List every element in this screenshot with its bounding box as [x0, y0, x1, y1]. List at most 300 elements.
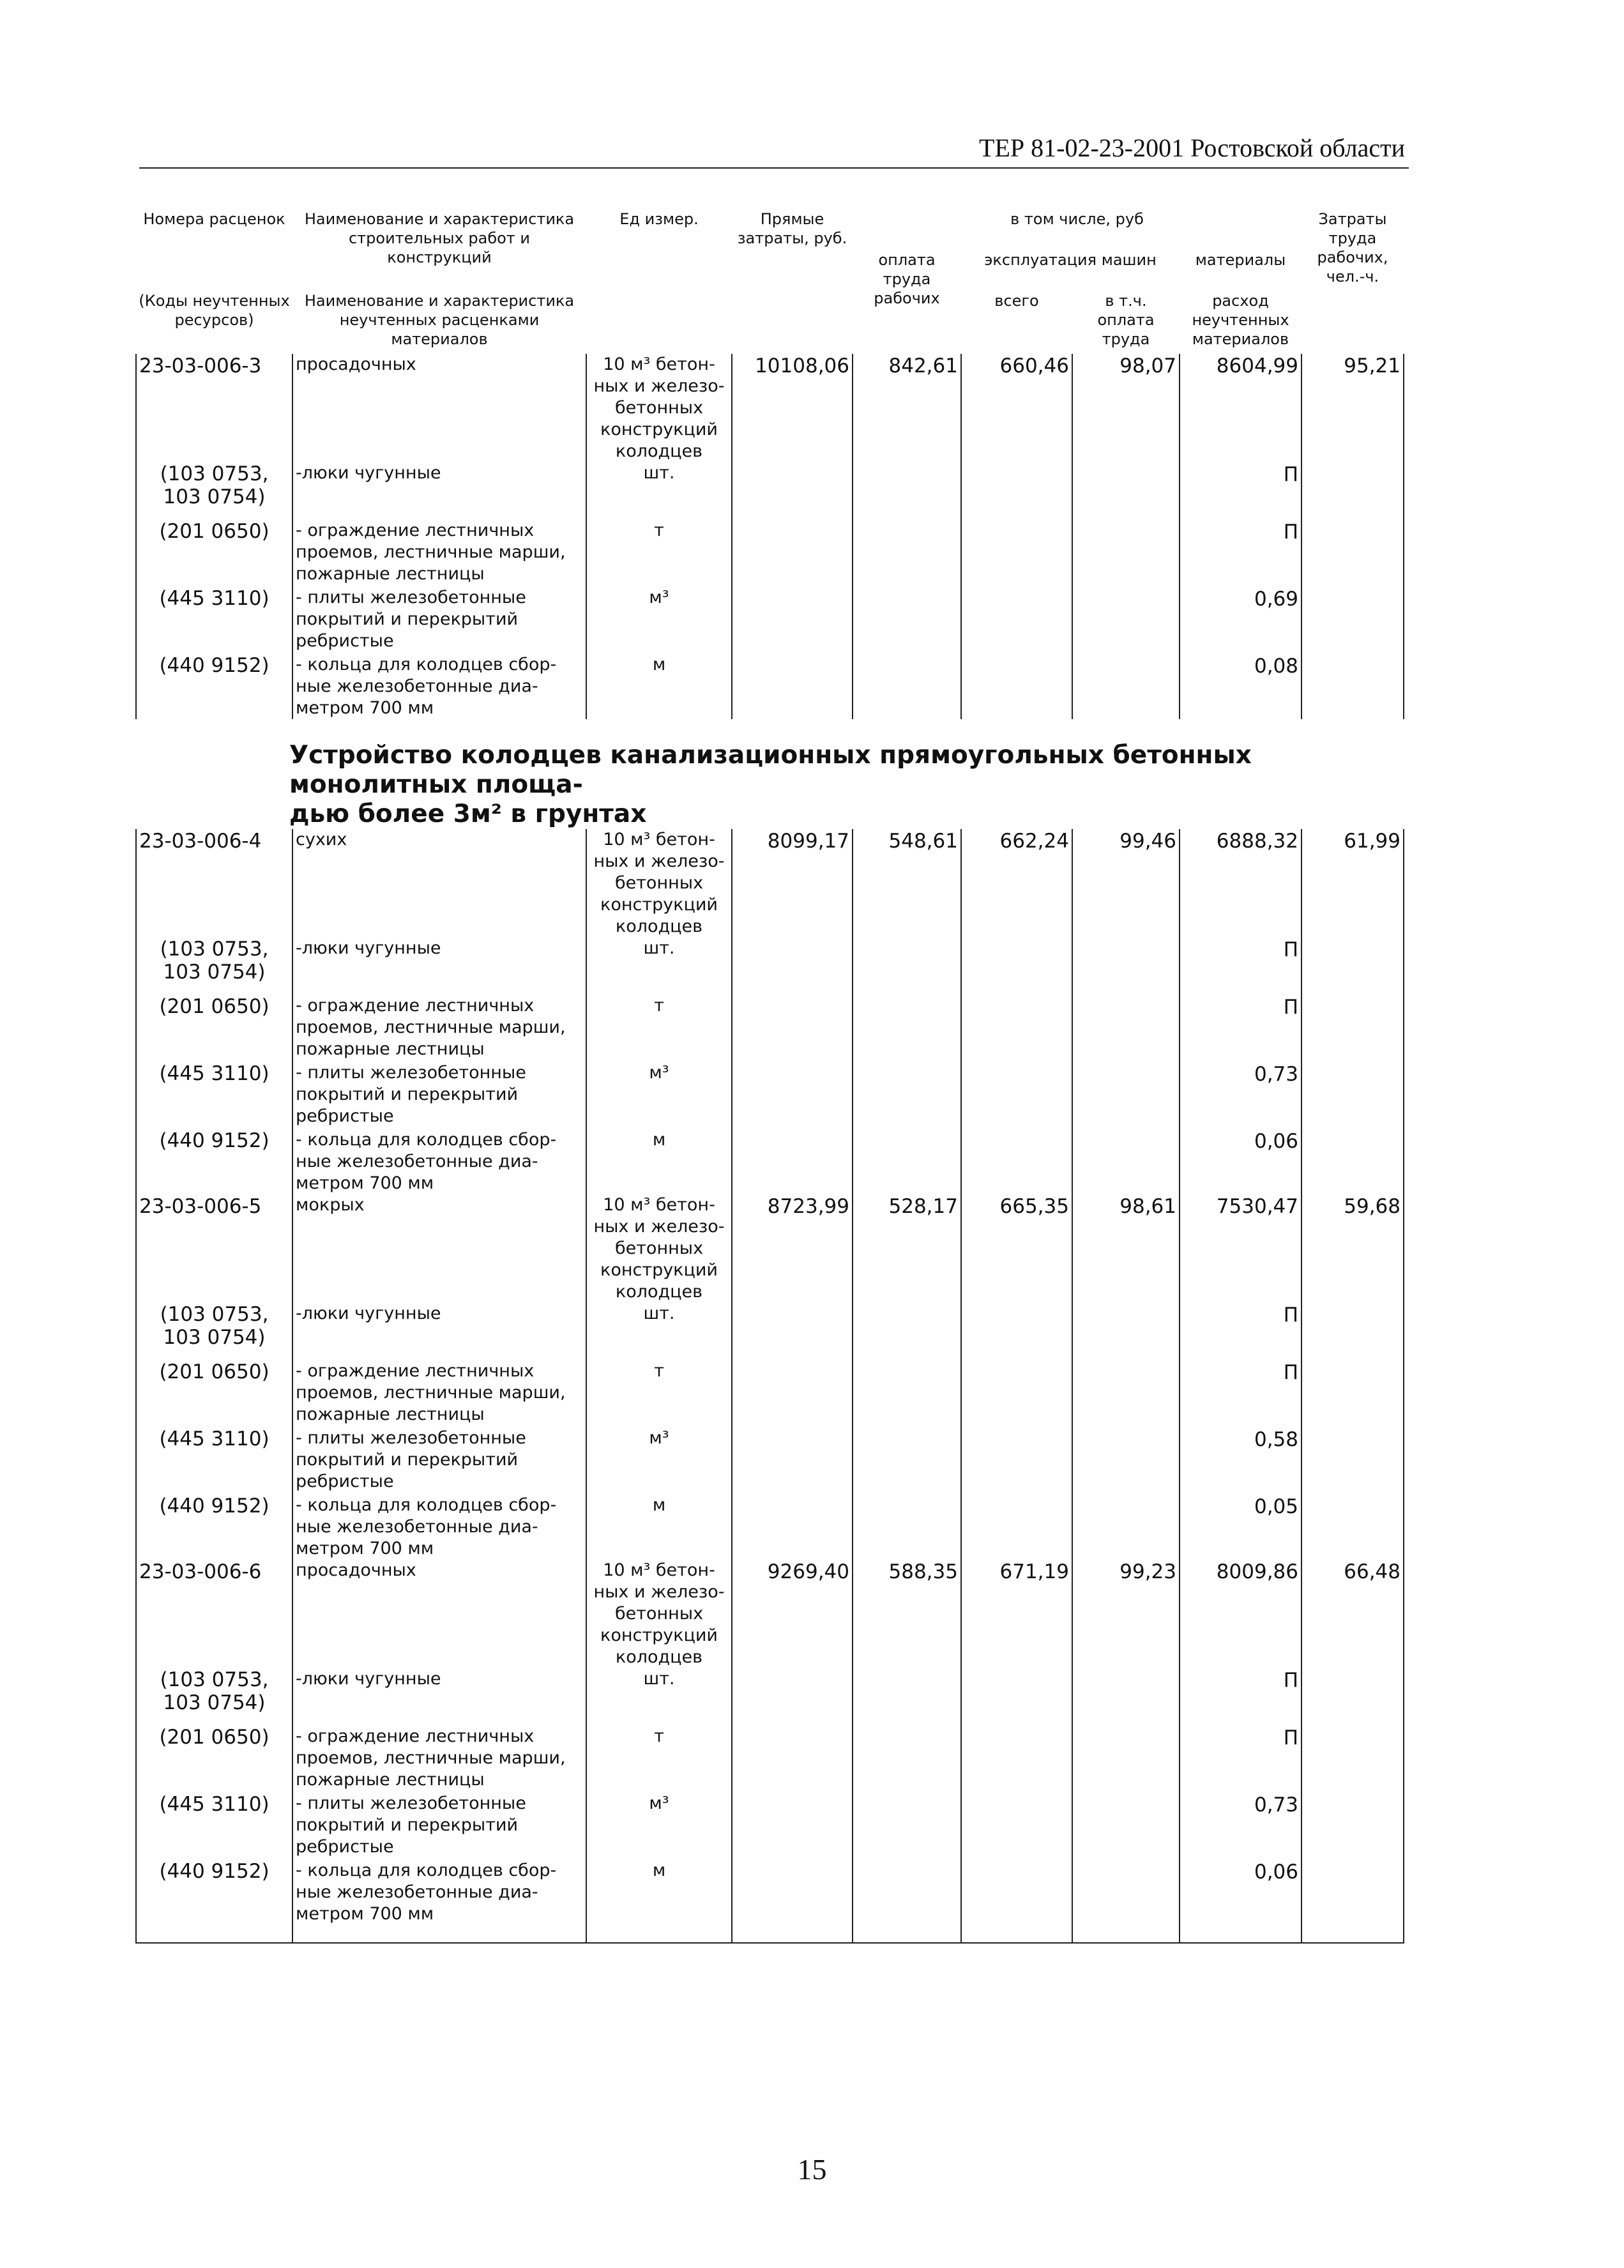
resource-code [136, 1129, 292, 1194]
unit-line: колодцев [615, 1282, 703, 1302]
empty-cell [961, 1427, 1072, 1495]
resource-value: П [1180, 1726, 1301, 1793]
resource-name-line: - плиты железобетонные [296, 588, 526, 607]
resource-name-line: - кольца для колодцев сбор- [296, 1495, 557, 1515]
empty-cell [732, 520, 853, 587]
rate-name: мокрых [292, 1194, 586, 1303]
resource-name [292, 462, 586, 520]
empty-cell [853, 1668, 961, 1726]
rate-code: 23-03-006-6 [136, 1560, 292, 1668]
empty-cell [732, 1129, 853, 1194]
resource-value: П [1180, 938, 1301, 995]
resource-name-line: пожарные лестницы [296, 1039, 485, 1059]
unit-line: ных и железо- [593, 851, 725, 871]
empty-cell [961, 1303, 1072, 1360]
empty-cell [853, 938, 961, 995]
resource-unit: шт. [586, 1668, 732, 1726]
empty-cell [1072, 587, 1180, 654]
resource-code [136, 938, 292, 995]
rate-materials: 8604,99 [1180, 354, 1301, 462]
rate-machines-total: 671,19 [961, 1560, 1072, 1668]
resource-row [136, 654, 1404, 719]
resource-code-line: 103 0754) [163, 485, 266, 508]
resource-name [292, 1062, 586, 1129]
rate-labor-pay: 528,17 [853, 1194, 961, 1303]
empty-cell [732, 1427, 853, 1495]
rate-machines-total: 665,35 [961, 1194, 1072, 1303]
resource-unit: т [586, 520, 732, 587]
header-rule [139, 167, 1409, 169]
rate-materials: 8009,86 [1180, 1560, 1301, 1668]
rate-labor: 59,68 [1301, 1194, 1404, 1303]
resource-code-line: (201 0650) [159, 520, 269, 543]
resource-name-line: - ограждение лестничных [296, 996, 535, 1016]
rate-unit [586, 354, 732, 462]
empty-cell [961, 1668, 1072, 1726]
empty-cell [853, 1427, 961, 1495]
empty-cell [853, 1303, 961, 1360]
resource-name [292, 654, 586, 719]
rate-materials: 6888,32 [1180, 829, 1301, 938]
unit-line: 10 м³ бетон- [603, 1560, 715, 1580]
section-title [136, 719, 1404, 829]
empty-cell [732, 1360, 853, 1427]
empty-cell [1301, 1360, 1404, 1427]
resource-name-line: -люки чугунные [296, 1304, 441, 1323]
resource-code-line: (103 0753, [160, 462, 269, 485]
resource-code-line: (103 0753, [160, 1668, 269, 1691]
rate-name: просадочных [292, 1560, 586, 1668]
header-labor-pay: оплата труда рабочих [874, 251, 940, 307]
resource-value: 0,06 [1180, 1129, 1301, 1194]
resource-name-line: метром 700 мм [296, 698, 434, 718]
resource-code [136, 520, 292, 587]
resource-name-line: - ограждение лестничных [296, 521, 535, 540]
resource-value: 0,08 [1180, 654, 1301, 719]
empty-cell [1301, 1129, 1404, 1194]
header-direct: Прямые затраты, руб. [737, 210, 847, 247]
rate-labor: 95,21 [1301, 354, 1404, 462]
resource-code-line: (103 0753, [160, 938, 269, 961]
rate-direct: 8723,99 [732, 1194, 853, 1303]
resource-unit: т [586, 1360, 732, 1427]
empty-cell [853, 587, 961, 654]
rate-direct: 10108,06 [732, 354, 853, 462]
unit-line: ных и железо- [593, 1217, 725, 1237]
resource-unit: м [586, 1495, 732, 1560]
rate-materials: 7530,47 [1180, 1194, 1301, 1303]
resource-code-line: (445 3110) [159, 1062, 269, 1085]
resource-name-line: проемов, лестничные марши, [296, 1748, 566, 1768]
resource-unit: м³ [586, 1427, 732, 1495]
resource-name-line: метром 700 мм [296, 1904, 434, 1924]
resource-name [292, 1427, 586, 1495]
rate-unit [586, 1560, 732, 1668]
resource-row [136, 1062, 1404, 1129]
resource-name-line: ные железобетонные диа- [296, 1882, 538, 1902]
empty-cell [961, 938, 1072, 995]
empty-cell [732, 1303, 853, 1360]
empty-cell [853, 1860, 961, 1943]
empty-cell [732, 654, 853, 719]
resource-code-line: (201 0650) [159, 1726, 269, 1749]
resource-name [292, 938, 586, 995]
resource-name [292, 995, 586, 1062]
empty-cell [1072, 1495, 1180, 1560]
empty-cell [1072, 462, 1180, 520]
resource-row [136, 1793, 1404, 1860]
rate-direct: 8099,17 [732, 829, 853, 938]
resource-name-line: ребристые [296, 1472, 394, 1491]
empty-cell [1301, 1726, 1404, 1793]
resource-name [292, 1793, 586, 1860]
resource-row [136, 1303, 1404, 1360]
empty-cell [961, 1793, 1072, 1860]
resource-name [292, 1495, 586, 1560]
resource-code [136, 1062, 292, 1129]
rate-machines-labor: 98,07 [1072, 354, 1180, 462]
resource-unit: т [586, 1726, 732, 1793]
empty-cell [853, 1062, 961, 1129]
rates-table [135, 209, 1404, 1944]
empty-cell [853, 520, 961, 587]
empty-cell [961, 1726, 1072, 1793]
resource-code-line: (201 0650) [159, 1360, 269, 1383]
rate-row [136, 1194, 1404, 1303]
resource-row [136, 462, 1404, 520]
empty-cell [961, 587, 1072, 654]
empty-cell [1301, 1427, 1404, 1495]
empty-cell [732, 1726, 853, 1793]
empty-cell [1072, 1303, 1180, 1360]
resource-code-line: (440 9152) [159, 1495, 269, 1518]
empty-cell [961, 1129, 1072, 1194]
empty-cell [961, 654, 1072, 719]
empty-cell [732, 1860, 853, 1943]
rate-code: 23-03-006-4 [136, 829, 292, 938]
document-header: ТЕР 81-02-23-2001 Ростовской области [979, 133, 1405, 162]
empty-cell [1072, 1427, 1180, 1495]
resource-name-line: покрытий и перекрытий [296, 609, 519, 629]
empty-cell [732, 995, 853, 1062]
resource-name-line: метром 700 мм [296, 1539, 434, 1558]
resource-name-line: проемов, лестничные марши, [296, 1383, 566, 1403]
rates-body [136, 354, 1404, 1943]
rate-machines-labor: 98,61 [1072, 1194, 1180, 1303]
resource-unit: шт. [586, 938, 732, 995]
rate-direct: 9269,40 [732, 1560, 853, 1668]
rate-labor: 66,48 [1301, 1560, 1404, 1668]
empty-cell [732, 462, 853, 520]
resource-value: 0,73 [1180, 1793, 1301, 1860]
resource-name-line: -люки чугунные [296, 938, 441, 958]
rate-unit [586, 829, 732, 938]
rate-row [136, 354, 1404, 462]
empty-cell [1072, 1793, 1180, 1860]
header-materials-sub: расход неучтенных материалов [1192, 292, 1289, 348]
resource-value: П [1180, 1303, 1301, 1360]
empty-cell [853, 1129, 961, 1194]
resource-row [136, 1129, 1404, 1194]
resource-code-line: 103 0754) [163, 961, 266, 984]
empty-cell [1072, 1726, 1180, 1793]
empty-cell [732, 1495, 853, 1560]
rate-code: 23-03-006-3 [136, 354, 292, 462]
resource-row [136, 520, 1404, 587]
header-machines-total: всего [994, 292, 1039, 310]
resource-code [136, 1726, 292, 1793]
empty-cell [1072, 1360, 1180, 1427]
unit-line: 10 м³ бетон- [603, 830, 715, 849]
rate-labor: 61,99 [1301, 829, 1404, 938]
empty-cell [961, 462, 1072, 520]
empty-cell [1301, 1668, 1404, 1726]
rate-labor-pay: 588,35 [853, 1560, 961, 1668]
header-materials: материалы [1195, 251, 1286, 269]
resource-name-line: ребристые [296, 1837, 394, 1857]
resource-row [136, 1726, 1404, 1793]
resource-name [292, 587, 586, 654]
resource-row [136, 1495, 1404, 1560]
resource-code [136, 654, 292, 719]
resource-value: П [1180, 520, 1301, 587]
resource-name [292, 1129, 586, 1194]
resource-name [292, 1860, 586, 1943]
unit-line: конструкций [600, 895, 718, 915]
empty-cell [732, 1793, 853, 1860]
empty-cell [1301, 654, 1404, 719]
resource-name-line: - плиты железобетонные [296, 1793, 526, 1813]
resource-name [292, 1668, 586, 1726]
resource-name [292, 1303, 586, 1360]
resource-row [136, 1668, 1404, 1726]
rate-unit [586, 1194, 732, 1303]
resource-unit: шт. [586, 462, 732, 520]
empty-cell [1301, 938, 1404, 995]
resource-value: 0,69 [1180, 587, 1301, 654]
resource-name-line: проемов, лестничные марши, [296, 1017, 566, 1037]
header-labor: Затраты труда рабочих, чел.-ч. [1317, 210, 1388, 285]
resource-code [136, 1495, 292, 1560]
resource-row [136, 1427, 1404, 1495]
resource-value: 0,73 [1180, 1062, 1301, 1129]
rate-machines-total: 660,46 [961, 354, 1072, 462]
empty-cell [1301, 1495, 1404, 1560]
resource-value: 0,58 [1180, 1427, 1301, 1495]
resource-name-line: - кольца для колодцев сбор- [296, 1130, 557, 1150]
resource-name-line: ребристые [296, 631, 394, 651]
resource-code [136, 1427, 292, 1495]
resource-name-line: пожарные лестницы [296, 1770, 485, 1790]
section-title-line: дью более 3м² в грунтах [289, 800, 647, 828]
resource-code-line: (445 3110) [159, 1793, 269, 1816]
unit-line: бетонных [614, 1238, 704, 1258]
empty-cell [1072, 1668, 1180, 1726]
header-code-top: Номера расценок [143, 210, 285, 228]
empty-cell [732, 938, 853, 995]
resource-code [136, 1793, 292, 1860]
resource-row [136, 1360, 1404, 1427]
empty-cell [1301, 1062, 1404, 1129]
header-incl: в том числе, руб [1010, 210, 1144, 228]
resource-name-line: пожарные лестницы [296, 564, 485, 584]
resource-code-line: (445 3110) [159, 587, 269, 610]
empty-cell [853, 1793, 961, 1860]
resource-name-line: ребристые [296, 1106, 394, 1126]
resource-name-line: - кольца для колодцев сбор- [296, 655, 557, 674]
resource-code [136, 1860, 292, 1943]
empty-cell [853, 995, 961, 1062]
empty-cell [1072, 1860, 1180, 1943]
unit-line: колодцев [615, 917, 703, 936]
resource-code-line: (440 9152) [159, 654, 269, 677]
unit-line: колодцев [615, 441, 703, 461]
empty-cell [1301, 1303, 1404, 1360]
resource-name-line: проемов, лестничные марши, [296, 542, 566, 562]
resource-name-line: - плиты железобетонные [296, 1063, 526, 1083]
resource-value: П [1180, 1668, 1301, 1726]
header-code-bottom: (Коды неучтенных ресурсов) [139, 292, 290, 329]
resource-name-line: - ограждение лестничных [296, 1726, 535, 1746]
empty-cell [853, 654, 961, 719]
rate-code: 23-03-006-5 [136, 1194, 292, 1303]
resource-code-line: (440 9152) [159, 1129, 269, 1152]
resource-unit: м³ [586, 1793, 732, 1860]
resource-name-line: -люки чугунные [296, 1669, 441, 1689]
empty-cell [853, 1360, 961, 1427]
empty-cell [1301, 1793, 1404, 1860]
unit-line: колодцев [615, 1647, 703, 1667]
rate-row [136, 1560, 1404, 1668]
rate-labor-pay: 548,61 [853, 829, 961, 938]
empty-cell [1301, 520, 1404, 587]
resource-name-line: покрытий и перекрытий [296, 1450, 519, 1470]
header-machines-labor: в т.ч. оплата труда [1097, 292, 1155, 348]
resource-row [136, 587, 1404, 654]
unit-line: конструкций [600, 1625, 718, 1645]
unit-line: ных и железо- [593, 376, 725, 396]
resource-code [136, 995, 292, 1062]
empty-cell [1301, 587, 1404, 654]
resource-code [136, 587, 292, 654]
header-unit: Ед измер. [619, 210, 699, 228]
empty-cell [1072, 1129, 1180, 1194]
header-name-bottom: Наименование и характеристика неучтенных расценками материалов [304, 292, 575, 348]
resource-code-line: (445 3110) [159, 1427, 269, 1450]
rate-machines-total: 662,24 [961, 829, 1072, 938]
resource-name-line: - кольца для колодцев сбор- [296, 1861, 557, 1880]
resource-name-line: покрытий и перекрытий [296, 1085, 519, 1104]
resource-value: П [1180, 995, 1301, 1062]
unit-line: 10 м³ бетон- [603, 354, 715, 374]
resource-name-line: -люки чугунные [296, 463, 441, 483]
resource-code-line: 103 0754) [163, 1326, 266, 1349]
resource-name [292, 1360, 586, 1427]
resource-name-line: ные железобетонные диа- [296, 1152, 538, 1171]
rate-machines-labor: 99,46 [1072, 829, 1180, 938]
empty-cell [1072, 938, 1180, 995]
resource-code [136, 1303, 292, 1360]
unit-line: бетонных [614, 873, 704, 893]
resource-unit: шт. [586, 1303, 732, 1360]
resource-name-line: пожарные лестницы [296, 1404, 485, 1424]
resource-value: П [1180, 1360, 1301, 1427]
section-row [136, 719, 1404, 829]
empty-cell [853, 1495, 961, 1560]
resource-code-line: 103 0754) [163, 1691, 266, 1714]
empty-cell [1072, 995, 1180, 1062]
resource-code-line: (103 0753, [160, 1303, 269, 1326]
resource-name-line: метром 700 мм [296, 1173, 434, 1193]
resource-code [136, 462, 292, 520]
unit-line: конструкций [600, 1260, 718, 1280]
empty-cell [961, 995, 1072, 1062]
resource-name-line: - ограждение лестничных [296, 1361, 535, 1381]
resource-unit: м [586, 1129, 732, 1194]
resource-unit: м [586, 1860, 732, 1943]
resource-code [136, 1360, 292, 1427]
header-name-top: Наименование и характеристика строительных работ и конструкций [304, 210, 575, 266]
resource-row [136, 995, 1404, 1062]
empty-cell [1072, 520, 1180, 587]
unit-line: ных и железо- [593, 1582, 725, 1602]
empty-cell [961, 1062, 1072, 1129]
empty-cell [1072, 1062, 1180, 1129]
empty-cell [1301, 995, 1404, 1062]
empty-cell [961, 1360, 1072, 1427]
empty-cell [732, 1668, 853, 1726]
rate-name: просадочных [292, 354, 586, 462]
rate-name: сухих [292, 829, 586, 938]
empty-cell [853, 462, 961, 520]
rate-machines-labor: 99,23 [1072, 1560, 1180, 1668]
resource-row [136, 938, 1404, 995]
empty-cell [961, 1495, 1072, 1560]
resource-value: 0,06 [1180, 1860, 1301, 1943]
resource-code-line: (201 0650) [159, 995, 269, 1018]
resource-name [292, 1726, 586, 1793]
resource-code [136, 1668, 292, 1726]
resource-unit: м³ [586, 1062, 732, 1129]
resource-value: 0,05 [1180, 1495, 1301, 1560]
resource-unit: т [586, 995, 732, 1062]
empty-cell [853, 1726, 961, 1793]
resource-name-line: - плиты железобетонные [296, 1428, 526, 1448]
empty-cell [732, 1062, 853, 1129]
resource-name-line: ные железобетонные диа- [296, 1517, 538, 1537]
empty-cell [961, 520, 1072, 587]
resource-row [136, 1860, 1404, 1943]
empty-cell [1301, 462, 1404, 520]
unit-line: 10 м³ бетон- [603, 1195, 715, 1215]
section-title-line: Устройство колодцев канализационных прямоугольных бетонных монолитных площа- [289, 741, 1252, 799]
resource-unit: м [586, 654, 732, 719]
unit-line: бетонных [614, 398, 704, 418]
resource-name [292, 520, 586, 587]
empty-cell [961, 1860, 1072, 1943]
unit-line: бетонных [614, 1604, 704, 1624]
rate-labor-pay: 842,61 [853, 354, 961, 462]
table-header [136, 209, 1404, 354]
empty-cell [732, 587, 853, 654]
header-machines: эксплуатация машин [984, 251, 1157, 269]
resource-value: П [1180, 462, 1301, 520]
rate-row [136, 829, 1404, 938]
page-number: 15 [797, 2153, 827, 2186]
resource-unit: м³ [586, 587, 732, 654]
empty-cell [1301, 1860, 1404, 1943]
empty-cell [1072, 654, 1180, 719]
